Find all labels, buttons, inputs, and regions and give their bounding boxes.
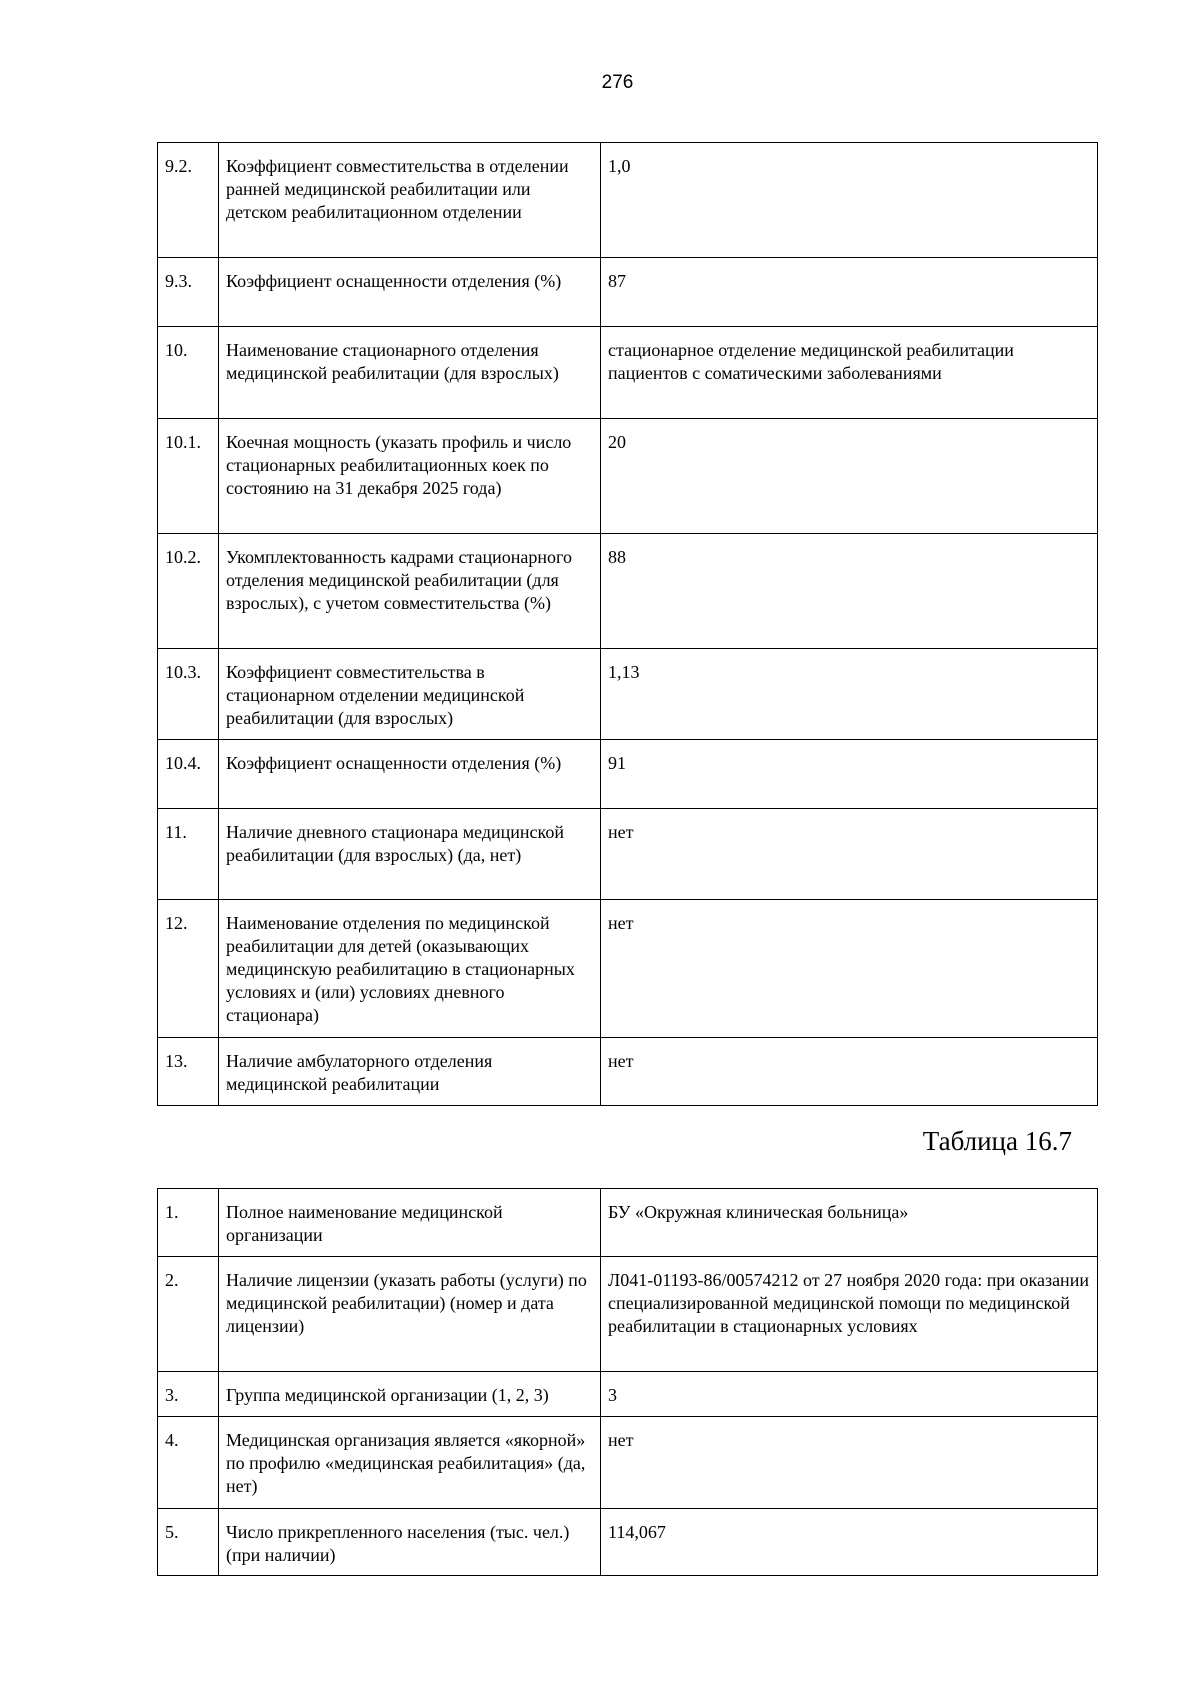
row-label-cell: Медицинская организация является «якорной» по профилю «медицинская реабилитация» (да, нет) <box>219 1417 601 1509</box>
organization-table-body <box>158 1189 1098 1576</box>
table-row <box>158 258 1098 327</box>
table-row <box>158 1509 1098 1576</box>
row-value-cell: 87 <box>601 258 1098 327</box>
table-row <box>158 534 1098 649</box>
row-number-cell: 9.3. <box>158 258 219 327</box>
organization-table <box>157 1188 1098 1576</box>
indicators-table-continued <box>157 142 1098 1106</box>
row-value-cell: 91 <box>601 740 1098 809</box>
row-label-cell: Коэффициент совместительства в стационарном отделении медицинской реабилитации (для взрослых) <box>219 649 601 740</box>
row-number-cell: 13. <box>158 1038 219 1106</box>
row-value-cell: 1,13 <box>601 649 1098 740</box>
table-row <box>158 649 1098 740</box>
row-label-cell: Число прикрепленного населения (тыс. чел.) (при наличии) <box>219 1509 601 1576</box>
row-label-cell: Группа медицинской организации (1, 2, 3) <box>219 1372 601 1417</box>
row-number-cell: 10.2. <box>158 534 219 649</box>
row-label-cell: Наличие лицензии (указать работы (услуги) по медицинской реабилитации) (номер и дата лицензии) <box>219 1257 601 1372</box>
row-number-cell: 12. <box>158 900 219 1038</box>
row-number-cell: 5. <box>158 1509 219 1576</box>
row-label-cell: Коэффициент совместительства в отделении ранней медицинской реабилитации или детском реабилитационном отделении <box>219 143 601 258</box>
table-row <box>158 1417 1098 1509</box>
table-row <box>158 1038 1098 1106</box>
page-number: 276 <box>601 72 634 93</box>
row-value-cell: БУ «Окружная клиническая больница» <box>601 1189 1098 1257</box>
row-label-cell: Наименование стационарного отделения медицинской реабилитации (для взрослых) <box>219 327 601 419</box>
table-caption: Таблица 16.7 <box>922 1126 1072 1156</box>
row-number-cell: 11. <box>158 809 219 900</box>
table-row <box>158 327 1098 419</box>
row-label-cell: Наличие амбулаторного отделения медицинской реабилитации <box>219 1038 601 1106</box>
row-number-cell: 3. <box>158 1372 219 1417</box>
row-label-cell: Укомплектованность кадрами стационарного отделения медицинской реабилитации (для взрослых), с учетом совместительства (%) <box>219 534 601 649</box>
row-number-cell: 10.4. <box>158 740 219 809</box>
row-label-cell: Коечная мощность (указать профиль и число стационарных реабилитационных коек по состоянию на 31 декабря 2025 года) <box>219 419 601 534</box>
row-number-cell: 9.2. <box>158 143 219 258</box>
table-row <box>158 809 1098 900</box>
row-number-cell: 10. <box>158 327 219 419</box>
row-value-cell: 3 <box>601 1372 1098 1417</box>
row-value-cell: стационарное отделение медицинской реабилитации пациентов с соматическими заболеваниями <box>601 327 1098 419</box>
row-value-cell: 1,0 <box>601 143 1098 258</box>
table-row <box>158 1372 1098 1417</box>
row-value-cell: нет <box>601 1038 1098 1106</box>
row-label-cell: Наименование отделения по медицинской реабилитации для детей (оказывающих медицинскую реабилитацию в стационарных условиях и (или) условиях дневного стационара) <box>219 900 601 1038</box>
row-number-cell: 4. <box>158 1417 219 1509</box>
row-value-cell: 88 <box>601 534 1098 649</box>
table-row <box>158 900 1098 1038</box>
row-number-cell: 10.1. <box>158 419 219 534</box>
table-row <box>158 1189 1098 1257</box>
row-value-cell: нет <box>601 809 1098 900</box>
row-value-cell: 114,067 <box>601 1509 1098 1576</box>
row-label-cell: Наличие дневного стационара медицинской реабилитации (для взрослых) (да, нет) <box>219 809 601 900</box>
table-row <box>158 419 1098 534</box>
row-label-cell: Полное наименование медицинской организации <box>219 1189 601 1257</box>
table-row <box>158 143 1098 258</box>
row-number-cell: 10.3. <box>158 649 219 740</box>
indicators-table-body <box>158 143 1098 1106</box>
row-number-cell: 1. <box>158 1189 219 1257</box>
row-value-cell: 20 <box>601 419 1098 534</box>
row-number-cell: 2. <box>158 1257 219 1372</box>
row-value-cell: нет <box>601 1417 1098 1509</box>
row-value-cell: Л041-01193-86/00574212 от 27 ноября 2020 года: при оказании специализированной медицинской помощи по медицинской реабилитации в стационарных условиях <box>601 1257 1098 1372</box>
row-label-cell: Коэффициент оснащенности отделения (%) <box>219 258 601 327</box>
table-row <box>158 1257 1098 1372</box>
row-value-cell: нет <box>601 900 1098 1038</box>
table-row <box>158 740 1098 809</box>
row-label-cell: Коэффициент оснащенности отделения (%) <box>219 740 601 809</box>
